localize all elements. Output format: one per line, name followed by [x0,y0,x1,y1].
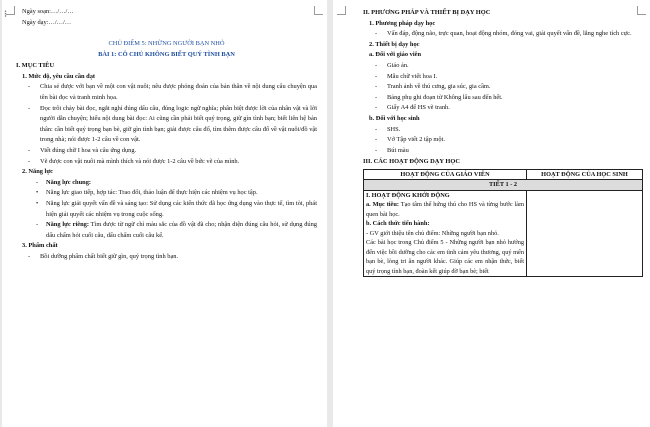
list-item: - Mẫu chữ viết hoa I. [363,72,644,83]
date-plan: Ngày soạn:…/…/… [22,8,74,15]
dash-icon: - [375,93,378,101]
list-item: - Vấn đáp, động não, trực quan, hoạt động nhóm, đóng vai, giải quyết vấn đề, lắng nghe tích cực. [363,29,644,40]
period-band: TIẾT 1 - 2 [364,180,643,191]
list-item: - Đọc trôi chảy bài đọc, ngắt nghỉ đúng dấu câu, đúng logic ngữ nghĩa; phân biệt được lời của nhân vật và lời người dẫn chuyện; hiểu nội dung bài đọc: Ai cũng cần phải biết quý trọng, giữ gìn tình bạn; biết liên hệ bản thân: cần biết quý trọng bạn bè, giữ gìn tình bạn; giải được câu đố, tìm thêm được câu đố về vật nuôi/đồ vật trong nhà; nói được 1-2 câu về con vật. [28,104,317,144]
dash-icon: - [375,61,378,69]
bullet-icon: • [36,199,39,207]
list-item: - Năng lực riêng: Tìm được từ ngữ chỉ màu sắc của đồ vật đã cho; nhận diện đúng câu hỏi, sử dụng đúng dấu chấm hỏi cuối câu, dấu chấm cuối câu kể. [36,221,318,239]
column-header-student: HOẠT ĐỘNG CỦA HỌC SINH [527,169,643,180]
crop-mark-icon [337,6,346,15]
section-heading: III. CÁC HOẠT ĐỘNG DẠY HỌC [363,158,460,166]
list-item: - Năng lực chung: [16,178,317,189]
subsection-heading: 1. Mức độ, yêu cầu cần đạt [22,72,96,80]
subsection-heading: 2. Thiết bị dạy học [369,40,420,48]
list-item: - Bồi dưỡng phẩm chất biết giữ gìn, quý trọng tình bạn. [16,252,317,263]
activities-table [363,169,643,278]
method-label: b. Cách thức tiến hành: [366,220,430,228]
dash-icon: - [375,136,378,144]
crop-mark-icon [314,6,323,15]
dash-icon: - [28,104,31,112]
goal-text: a. Mục tiêu: Tạo tâm thế hứng thú cho HS và từng bước làm quen bài học. [366,201,524,218]
section-heading: II. PHƯƠNG PHÁP VÀ THIẾT BỊ DẠY HỌC [363,9,491,16]
table-row [364,190,643,277]
activity-line: - GV giới thiệu tên chủ điểm: Những người bạn nhỏ. [366,229,499,237]
subsection-heading: a. Đối với giáo viên [369,51,422,59]
subsection-heading: 3. Phẩm chất [22,242,58,250]
dash-icon: - [28,83,31,91]
dash-icon: - [375,104,378,112]
column-header-teacher: HOẠT ĐỘNG CỦA GIÁO VIÊN [364,169,527,180]
subsection-heading: b. Đối với học sinh [369,114,420,122]
bullet-icon: • [36,189,39,197]
document-page-left [2,0,327,427]
list-item: - Tranh ảnh về thú cưng, gia súc, gia cầm. [363,82,644,93]
dash-icon: - [28,146,31,154]
list-item: - Chia sẻ được với bạn về một con vật nuôi; nêu được phỏng đoán của bản thân về nội dung câu chuyện qua tên bài đọc và tranh minh họa. [28,83,317,101]
list-item: - SHS. [363,125,644,136]
list-item: - Giấy A4 để HS vẽ tranh. [363,103,644,114]
activity-title: I. HOẠT ĐỘNG KHỞI ĐỘNG [366,191,450,199]
activity-line: Các bài học trong Chủ điểm 5 - Những người bạn nhỏ hướng đến việc bồi dưỡng cho các em tình cảm yêu thương, quý mến bạn bè, lòng tri ân người khác. Giúp các em nhận thức, biết quý trọng tình bạn, đoàn kết giúp đỡ bạn bè; biết [366,239,524,275]
dash-icon: - [28,157,31,165]
dash-icon: - [375,72,378,80]
dash-icon: - [375,30,378,38]
student-activity-cell [527,190,643,277]
dash-icon: - [375,83,378,91]
dash-icon: - [375,125,378,133]
list-item: - Vở Tập viết 2 tập một. [363,135,644,146]
list-item: • Năng lực giải quyết vấn đề và sáng tạo: Sử dụng các kiến thức đã học ứng dụng vào thực tế, tìm tòi, phát hiện giải quyết các nhiệm vụ trong cuộc sống. [36,199,317,218]
list-item: - Viết đúng chữ I hoa và câu ứng dụng. [16,146,317,157]
subsection-heading: 2. Năng lực [22,168,53,176]
table-header-row [364,169,643,180]
theme-title: CHỦ ĐIỂM 5: NHỮNG NGƯỜI BẠN NHỎ [108,40,225,47]
dash-icon: - [36,221,39,229]
document-page-right [333,0,650,427]
subsection-heading: 1. Phương pháp dạy học [369,19,436,27]
list-item: - Vẽ được con vật nuôi mà mình thích và nói được 1-2 câu về bức vẽ của mình. [16,157,317,168]
table-row [364,180,643,191]
crop-mark-icon [637,6,646,15]
list-item: - Bảng phụ ghi đoạn từ Không lâu sau đến hết. [363,93,644,104]
list-item: - Giáo án. [363,61,644,72]
lesson-title: BÀI 1: CÔ CHỦ KHÔNG BIẾT QUÝ TÌNH BẠN [98,50,235,58]
date-teach: Ngày dạy:…/…/… [22,19,72,26]
list-item: • Năng lực giao tiếp, hợp tác: Trao đổi, thảo luận để thực hiện các nhiệm vụ học tập. [16,188,317,199]
teacher-activity-cell [364,190,527,277]
list-item: - Bút màu [363,146,644,157]
crop-mark-icon [6,6,15,15]
dash-icon: - [36,178,39,186]
dash-icon: - [375,146,378,154]
dash-icon: - [28,252,31,260]
section-heading: I. MỤC TIÊU [16,62,55,70]
